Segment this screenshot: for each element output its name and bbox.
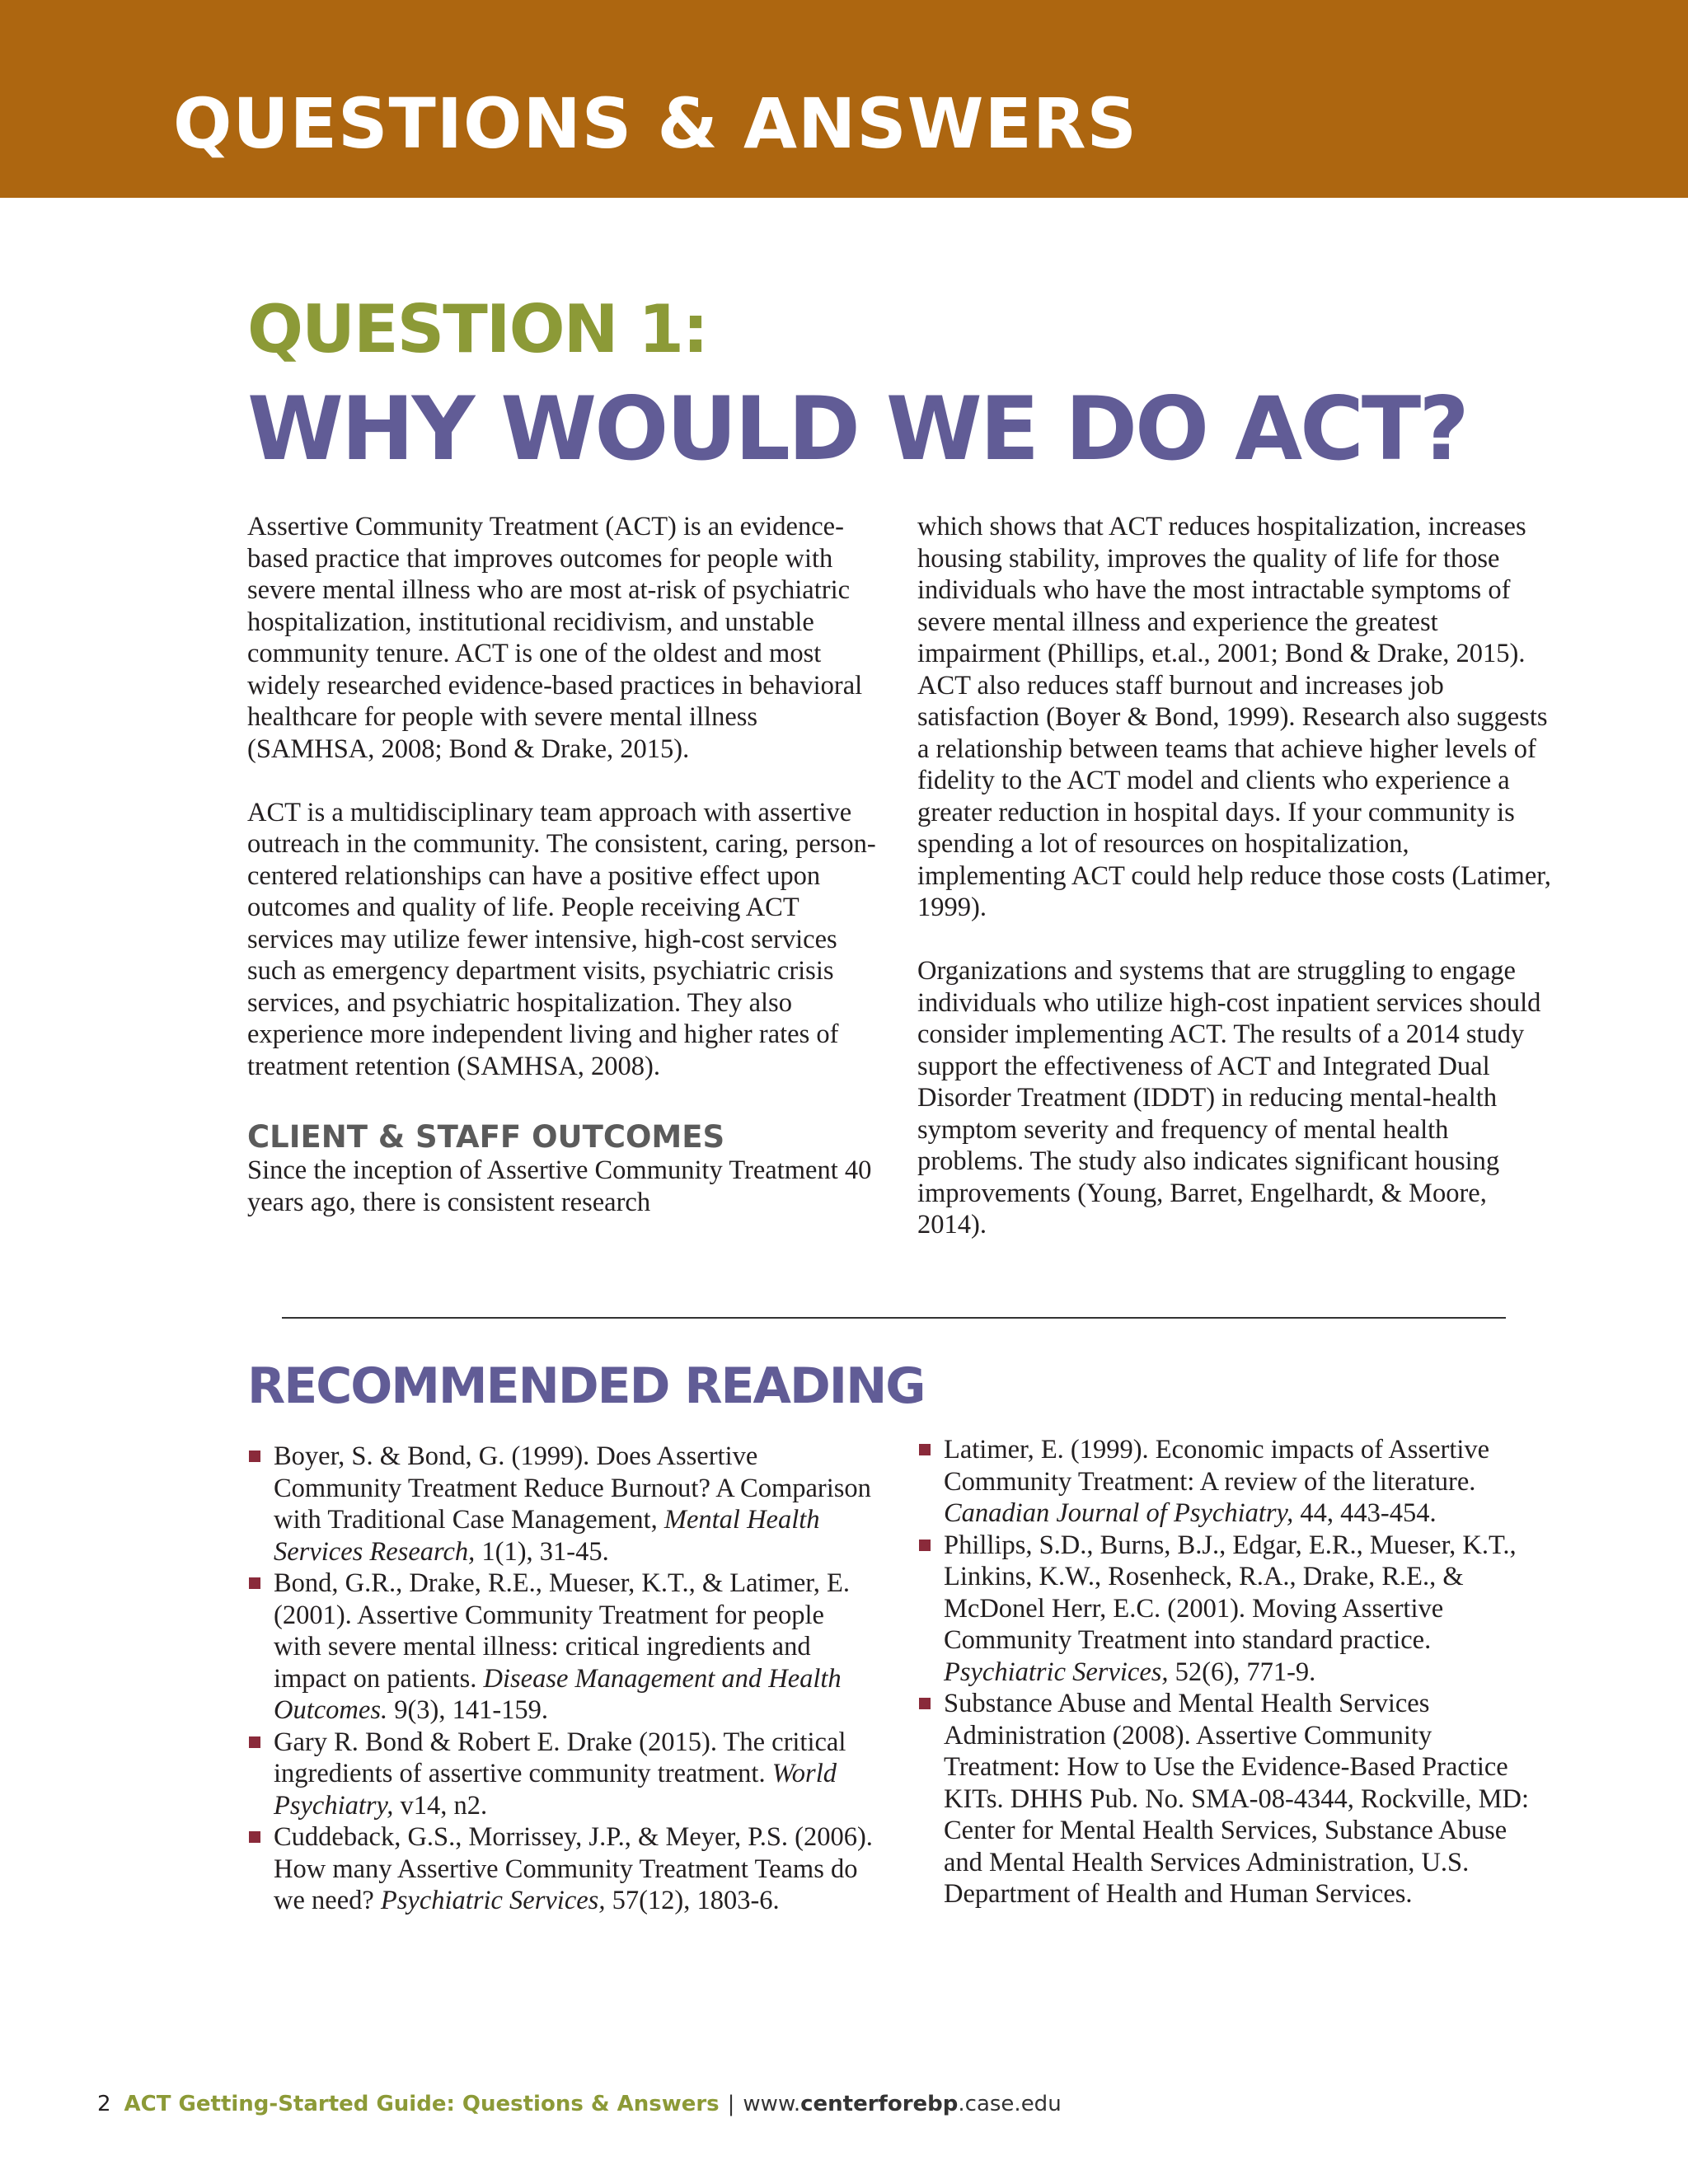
square-bullet-icon bbox=[249, 1736, 260, 1748]
reference-item: Substance Abuse and Mental Health Services Administration (2008). Assertive Community Treatment: How to Use the Evidence-Based Practice KITs. DHHS Pub. No. SMA-08-4344, Rockville, MD: Center for Mental Health Services, Substance Abuse and Mental Health Services Administration, U.S. Department of Health and Human Services. bbox=[917, 1688, 1552, 1910]
reference-list-left bbox=[247, 1441, 878, 1917]
square-bullet-icon bbox=[919, 1698, 931, 1709]
square-bullet-icon bbox=[919, 1540, 931, 1551]
body-paragraph: ACT is a multidisciplinary team approach with assertive outreach in the community. The consistent, caring, person-centered relationships can have a positive effect upon outcomes and quality of life. People receiving ACT services may utilize fewer intensive, high-cost services such as emergency department visits, psychiatric crisis services, and psychiatric hospitalization. They also experience more independent living and higher rates of treatment retention (SAMHSA, 2008). bbox=[247, 797, 876, 1081]
header-banner bbox=[0, 0, 1688, 198]
body-column-left bbox=[247, 511, 882, 1218]
page-number: 2 bbox=[97, 2092, 111, 2116]
body-paragraph: Since the inception of Assertive Community Treatment 40 years ago, there is consistent research bbox=[247, 1155, 872, 1217]
footer-url[interactable]: www.centerforebp.case.edu bbox=[743, 2092, 1062, 2116]
header-title: QUESTIONS & ANSWERS bbox=[173, 83, 1138, 164]
question-title: WHY WOULD WE DO ACT? bbox=[247, 378, 1467, 480]
square-bullet-icon bbox=[249, 1831, 260, 1843]
square-bullet-icon bbox=[249, 1451, 260, 1462]
square-bullet-icon bbox=[249, 1577, 260, 1589]
footer-separator: | bbox=[727, 2092, 735, 2116]
square-bullet-icon bbox=[919, 1444, 931, 1455]
question-label: QUESTION 1: bbox=[247, 291, 708, 368]
page-footer bbox=[97, 2093, 1062, 2115]
reference-item: Bond, G.R., Drake, R.E., Mueser, K.T., & Latimer, E. (2001). Assertive Community Treatment for people with severe mental illness: critical ingredients and impact on patients. Disease Management and Health Outcomes. 9(3), 141-159. bbox=[247, 1568, 878, 1727]
reference-item: Gary R. Bond & Robert E. Drake (2015). The critical ingredients of assertive community treatment. World Psychiatry, v14, n2. bbox=[247, 1727, 878, 1822]
body-paragraph: Assertive Community Treatment (ACT) is an evidence-based practice that improves outcomes for people with severe mental illness who are most at-risk of psychiatric hospitalization, institutional recidivism, and unstable community tenure. ACT is one of the oldest and most widely researched evidence-based practices in behavioral healthcare for people with severe mental illness (SAMHSA, 2008; Bond & Drake, 2015). bbox=[247, 512, 863, 764]
reference-item: Boyer, S. & Bond, G. (1999). Does Assertive Community Treatment Reduce Burnout? A Comparison with Traditional Case Management, Mental Health Services Research, 1(1), 31-45. bbox=[247, 1441, 878, 1568]
body-paragraph: which shows that ACT reduces hospitalization, increases housing stability, improves the quality of life for those individuals who have the most intractable symptoms of severe mental illness and experience the greatest impairment (Phillips, et.al., 2001; Bond & Drake, 2015). ACT also reduces staff burnout and increases job satisfaction (Boyer & Bond, 1999). Research also suggests a relationship between teams that achieve higher levels of fidelity to the ACT model and clients who experience a greater reduction in hospital days. If your community is spending a lot of resources on hospitalization, implementing ACT could help reduce those costs (Latimer, 1999). bbox=[917, 512, 1551, 922]
reference-item: Phillips, S.D., Burns, B.J., Edgar, E.R., Mueser, K.T., Linkins, K.W., Rosenheck, R.A., Drake, R.E., & McDonel Herr, E.C. (2001). Moving Assertive Community Treatment into standard practice. Psychiatric Services, 52(6), 771-9. bbox=[917, 1530, 1552, 1689]
reference-item: Latimer, E. (1999). Economic impacts of Assertive Community Treatment: A review of the literature. Canadian Journal of Psychiatry, 44, 443-454. bbox=[917, 1434, 1552, 1530]
body-column-right bbox=[917, 511, 1552, 1241]
guide-title: ACT Getting-Started Guide: Questions & Answers bbox=[124, 2092, 720, 2116]
reference-list-right bbox=[917, 1434, 1552, 1910]
section-subhead: CLIENT & STAFF OUTCOMES bbox=[247, 1119, 725, 1155]
section-divider bbox=[282, 1317, 1506, 1319]
reading-title: RECOMMENDED READING bbox=[247, 1357, 925, 1415]
reference-item: Cuddeback, G.S., Morrissey, J.P., & Meyer, P.S. (2006). How many Assertive Community Treatment Teams do we need? Psychiatric Services, 57(12), 1803-6. bbox=[247, 1821, 878, 1917]
body-paragraph: Organizations and systems that are struggling to engage individuals who utilize high-cost inpatient services should consider implementing ACT. The results of a 2014 study support the effectiveness of ACT and Integrated Dual Disorder Treatment (IDDT) in reducing mental-health symptom severity and frequency of mental health problems. The study also indicates significant housing improvements (Young, Barret, Engelhardt, & Moore, 2014). bbox=[917, 956, 1541, 1240]
